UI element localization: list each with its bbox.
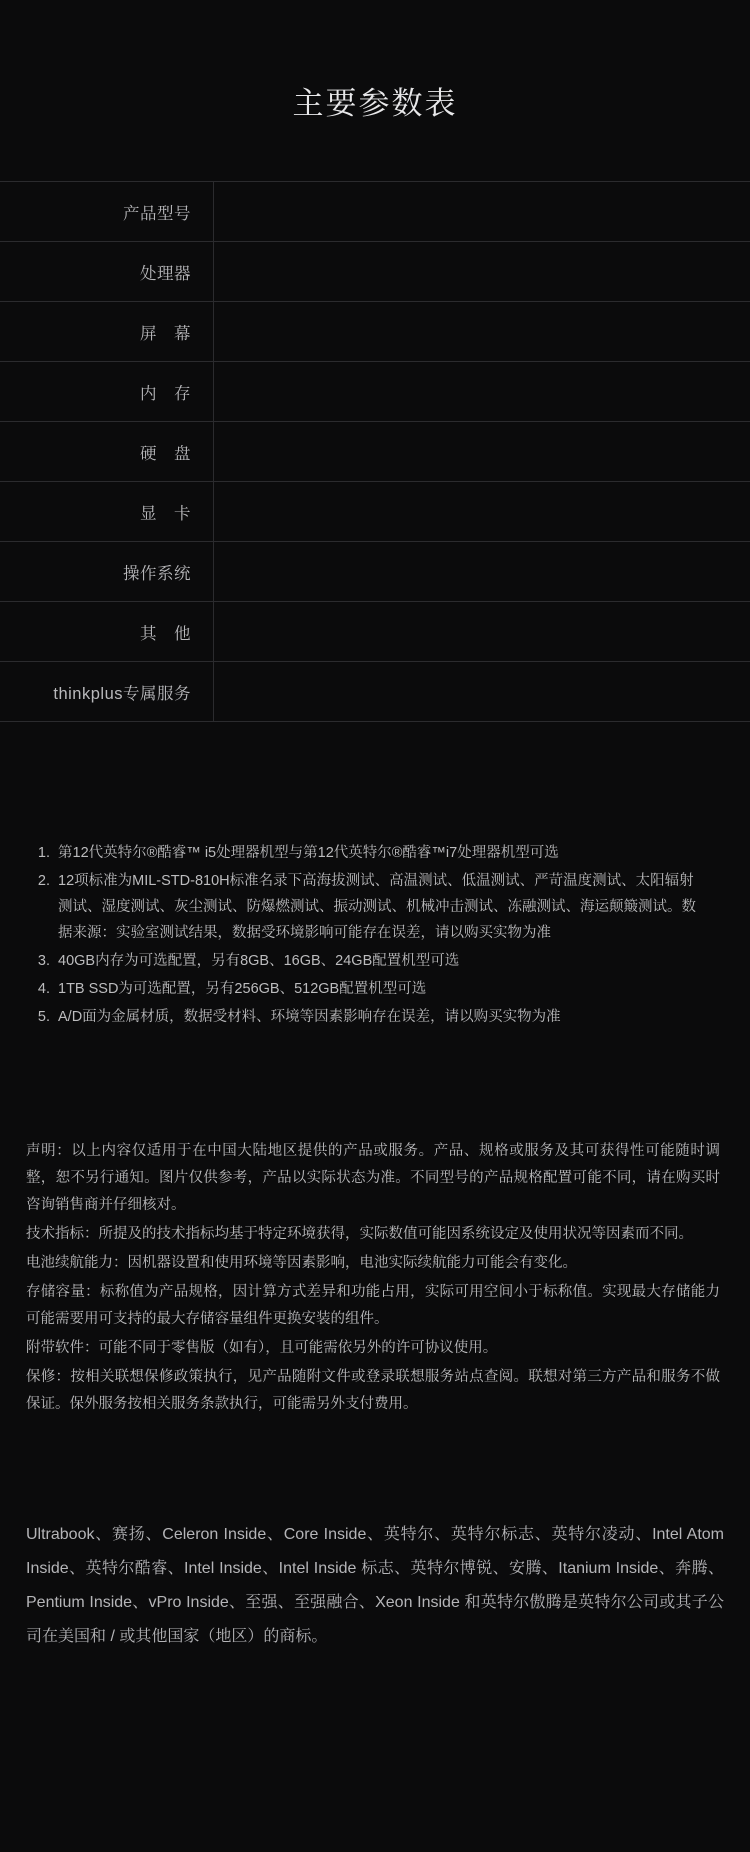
spec-label-other: 其 他	[0, 602, 214, 662]
footnotes-section	[0, 840, 750, 1030]
list-item: 1. 第12代英特尔®酷睿™ i5处理器机型与第12代英特尔®酷睿™i7处理器机型可选	[54, 840, 708, 866]
spec-value-storage	[214, 422, 750, 482]
statement-paragraph-declaration: 声明：以上内容仅适用于在中国大陆地区提供的产品或服务。产品、规格或服务及其可获得性可能随时调整，恕不另行通知。图片仅供参考，产品以实际状态为准。不同型号的产品规格配置可能不同，请在购买时咨询销售商并仔细核对。	[26, 1143, 720, 1213]
statement-paragraph-software: 附带软件：可能不同于零售版（如有），且可能需依另外的许可协议使用。	[26, 1340, 498, 1356]
table-row	[0, 422, 750, 482]
table-row	[0, 362, 750, 422]
table-row	[0, 302, 750, 362]
spec-table-body	[0, 182, 750, 722]
spec-label-product-model: 产品型号	[0, 182, 214, 242]
statement-section	[0, 1138, 750, 1418]
list-item: 4. 1TB SSD为可选配置，另有256GB、512GB配置机型可选	[54, 976, 708, 1002]
spec-value-product-model	[214, 182, 750, 242]
trademark-notice: Ultrabook、赛扬、Celeron Inside、Core Inside、英特尔、英特尔标志、英特尔凌动、Intel Atom Inside、英特尔酷睿、Intel Inside、Intel Inside 标志、英特尔博锐、安腾、Itanium Inside、奔腾、Pentium Inside、vPro Inside、至强、至强融合、Xeon Inside 和英特尔傲腾是英特尔公司或其子公司在美国和 / 或其他国家（地区）的商标。	[26, 1526, 724, 1645]
spec-label-screen: 屏 幕	[0, 302, 214, 362]
statement-paragraph-warranty: 保修：按相关联想保修政策执行，见产品随附文件或登录联想服务站点查阅。联想对第三方产品和服务不做保证。保外服务按相关服务条款执行，可能需另外支付费用。	[26, 1369, 720, 1412]
spec-label-os: 操作系统	[0, 542, 214, 602]
spec-value-processor	[214, 242, 750, 302]
table-row	[0, 182, 750, 242]
table-row	[0, 242, 750, 302]
table-row	[0, 542, 750, 602]
spec-value-thinkplus-service	[214, 662, 750, 722]
statement-paragraph-technical-spec: 技术指标：所提及的技术指标均基于特定环境获得，实际数值可能因系统设定及使用状况等因素而不同。	[26, 1226, 693, 1242]
spec-value-screen	[214, 302, 750, 362]
statement-paragraph-battery: 电池续航能力：因机器设置和使用环境等因素影响，电池实际续航能力可能会有变化。	[26, 1255, 577, 1271]
spec-label-processor: 处理器	[0, 242, 214, 302]
spec-label-thinkplus-service: thinkplus专属服务	[0, 662, 214, 722]
spec-table	[0, 181, 750, 722]
page-title: 主要参数表	[292, 86, 458, 121]
table-row	[0, 602, 750, 662]
table-row	[0, 482, 750, 542]
spec-label-graphics: 显 卡	[0, 482, 214, 542]
page-title-container	[0, 0, 750, 181]
spec-value-other	[214, 602, 750, 662]
spec-value-os	[214, 542, 750, 602]
statement-paragraph-storage: 存储容量：标称值为产品规格，因计算方式差异和功能占用，实际可用空间小于标称值。实现最大存储能力可能需要用可支持的最大存储容量组件更换安装的组件。	[26, 1284, 720, 1327]
spec-value-graphics	[214, 482, 750, 542]
footnotes-list	[0, 840, 708, 1030]
list-item: 5. A/D面为金属材质，数据受材料、环境等因素影响存在误差，请以购买实物为准	[54, 1004, 708, 1030]
spec-value-memory	[214, 362, 750, 422]
spec-label-storage: 硬 盘	[0, 422, 214, 482]
list-item: 3. 40GB内存为可选配置，另有8GB、16GB、24GB配置机型可选	[54, 948, 708, 974]
spec-label-memory: 内 存	[0, 362, 214, 422]
list-item: 2. 12项标准为MIL-STD-810H标准名录下高海拔测试、高温测试、低温测试、严苛温度测试、太阳辐射测试、湿度测试、灰尘测试、防爆燃测试、振动测试、机械冲击测试、冻融测试、海运颠簸测试。数据来源：实验室测试结果，数据受环境影响可能存在误差，请以购买实物为准	[54, 868, 708, 946]
table-row	[0, 662, 750, 722]
